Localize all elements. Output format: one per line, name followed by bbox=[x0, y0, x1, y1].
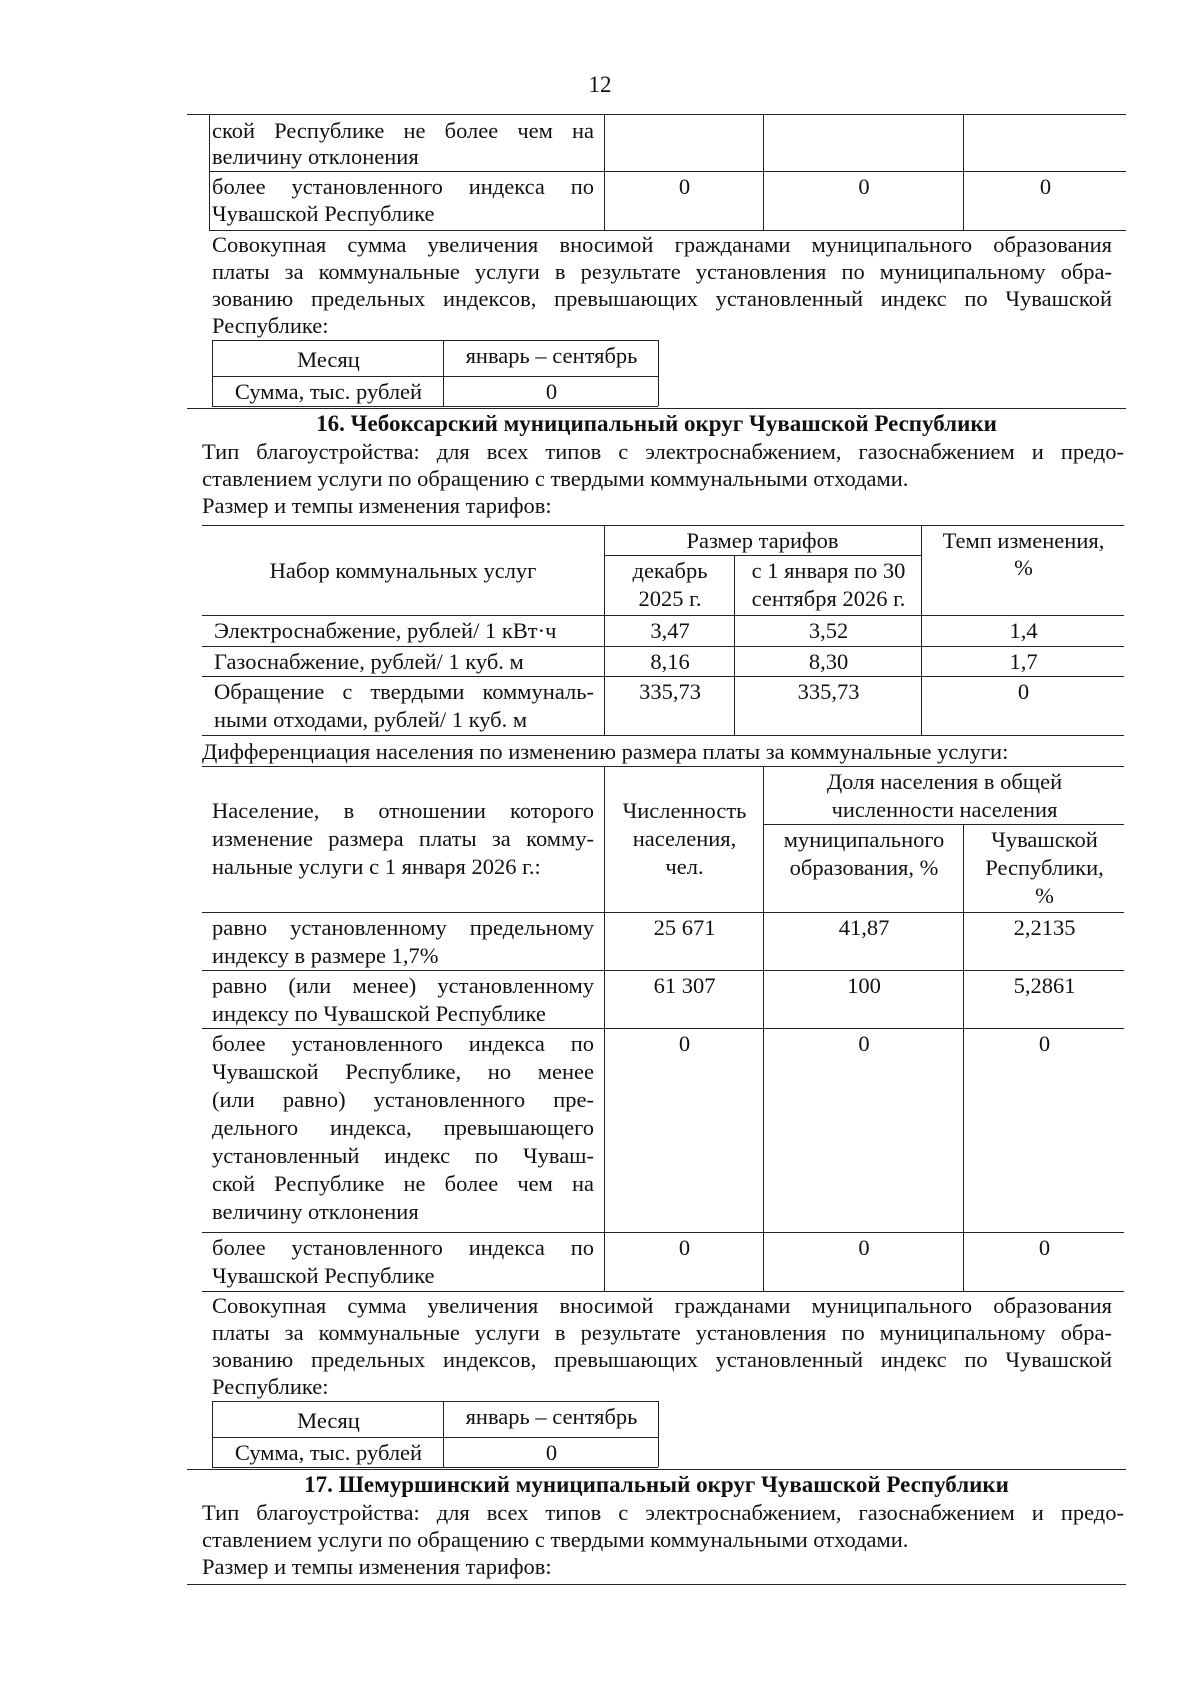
table-row-label: индексу в размере 1,7% bbox=[212, 943, 439, 968]
sum-month-label: Месяц bbox=[297, 347, 360, 372]
note-line: Республике: bbox=[212, 313, 329, 338]
table-row-dec: 8,16 bbox=[650, 649, 690, 674]
note-line: зованию предельных индексов, превышающих установленный индекс по Чувашской bbox=[212, 286, 1112, 311]
col-count-header: Численность bbox=[622, 798, 747, 823]
sum-month-value: январь – сентябрь bbox=[465, 343, 638, 368]
table-row-dec: 3,47 bbox=[650, 618, 690, 643]
table-row-label: установленный индекс по Чуваш- bbox=[212, 1143, 594, 1168]
note-line: Республике: bbox=[212, 1374, 329, 1399]
section-17-title: 17. Шемуршинский муниципальный округ Чувашской Республики bbox=[304, 1472, 1009, 1497]
col-pop-header: Население, в отношении которого bbox=[212, 798, 594, 823]
note-line: платы за коммунальные услуги в результате установления по муниципальному обра- bbox=[212, 259, 1112, 284]
section-16-tariff-caption: Размер и темпы изменения тарифов: bbox=[202, 493, 552, 518]
table-row-service: Электроснабжение, рублей/ 1 кВт·ч bbox=[214, 618, 557, 643]
col-size-header: Размер тарифов bbox=[686, 528, 839, 553]
sum-value: 0 bbox=[545, 379, 558, 404]
table-row-label: более установленного индекса по bbox=[212, 1235, 594, 1260]
col-jan-header: с 1 января по 30 bbox=[751, 558, 906, 583]
note-line: зованию предельных индексов, превышающих установленный индекс по Чувашской bbox=[212, 1347, 1112, 1372]
col-rate-header: Темп изменения, bbox=[942, 528, 1105, 553]
diff-caption: Дифференциация населения по изменению размера платы за коммунальные услуги: bbox=[202, 739, 1009, 764]
table-row-label: индексу по Чувашской Республике bbox=[212, 1001, 546, 1026]
table-row-service: Обращение с твердыми коммуналь- bbox=[214, 679, 594, 704]
sum-value: 0 bbox=[545, 1440, 558, 1465]
page-number: 12 bbox=[588, 72, 612, 97]
section-16-title: 16. Чебоксарский муниципальный округ Чувашской Республики bbox=[316, 411, 997, 436]
col-dec-header: 2025 г. bbox=[638, 586, 702, 611]
table-row-label: ской Республике не более чем на bbox=[212, 1171, 594, 1196]
table-row-rep: 5,2861 bbox=[1013, 973, 1076, 998]
table-row-count: 61 307 bbox=[653, 973, 716, 998]
section-16-type-line-1: Тип благоустройства: для всех типов с электроснабжением, газоснабжением и предо- bbox=[202, 439, 1124, 464]
note-line: Совокупная сумма увеличения вносимой гражданами муниципального образования bbox=[212, 1293, 1112, 1318]
section-16-type-line-2: ставлением услуги по обращению с твердыми коммунальными отходами. bbox=[202, 466, 909, 491]
top-row-a-line-1: ской Республике не более чем на bbox=[212, 118, 594, 143]
col-share-header: Доля населения в общей bbox=[826, 769, 1063, 794]
sum-label: Сумма, тыс. рублей bbox=[234, 1440, 423, 1465]
section-17-type-line-2: ставлением услуги по обращению с твердыми коммунальными отходами. bbox=[202, 1527, 909, 1552]
table-row-label: более установленного индекса по bbox=[212, 1031, 594, 1056]
col-mun-header: образования, % bbox=[789, 855, 939, 880]
table-row-service: Газоснабжение, рублей/ 1 куб. м bbox=[214, 649, 524, 674]
table-row-mun: 100 bbox=[847, 973, 881, 998]
table-row-label: Чувашской Республике, но менее bbox=[212, 1059, 594, 1084]
col-pop-header: нальные услуги с 1 января 2026 г.: bbox=[212, 854, 541, 879]
section-17-tariff-caption: Размер и темпы изменения тарифов: bbox=[202, 1554, 552, 1579]
col-count-header: чел. bbox=[665, 854, 704, 879]
table-row-count: 0 bbox=[678, 1235, 691, 1260]
table-row-mun: 0 bbox=[858, 1235, 870, 1260]
col-rep-header: Республики, bbox=[985, 855, 1104, 880]
table-row-service: ными отходами, рублей/ 1 куб. м bbox=[214, 707, 528, 732]
col-service-header: Набор коммунальных услуг bbox=[269, 558, 537, 583]
table-row-rate: 0 bbox=[1017, 679, 1030, 704]
table-row-dec: 335,73 bbox=[639, 679, 701, 704]
table-row-mun: 41,87 bbox=[838, 915, 890, 940]
table-row-label: Чувашской Республике bbox=[212, 1263, 435, 1288]
table-row-rate: 1,7 bbox=[1009, 649, 1038, 674]
table-row-rep: 0 bbox=[1038, 1235, 1051, 1260]
col-count-header: населения, bbox=[632, 826, 737, 851]
table-row-jan: 3,52 bbox=[808, 618, 849, 643]
table-row-mun: 0 bbox=[858, 1031, 870, 1056]
sum-month-label: Месяц bbox=[297, 1408, 360, 1433]
col-rate-header: % bbox=[1014, 555, 1033, 580]
table-row-rate: 1,4 bbox=[1009, 618, 1038, 643]
col-dec-header: декабрь bbox=[632, 558, 708, 583]
top-row-b-value: 0 bbox=[858, 174, 870, 199]
table-row-count: 0 bbox=[678, 1031, 691, 1056]
col-mun-header: муниципального bbox=[783, 827, 945, 852]
top-row-b-line-1: более установленного индекса по bbox=[212, 174, 594, 199]
top-row-b-value: 0 bbox=[678, 174, 691, 199]
top-row-b-line-2: Чувашской Республике bbox=[212, 201, 435, 226]
table-row-label: (или равно) установленного пре- bbox=[212, 1087, 594, 1112]
table-row-label: равно (или менее) установленному bbox=[212, 973, 594, 998]
top-row-b-value: 0 bbox=[1039, 174, 1052, 199]
table-row-rep: 0 bbox=[1038, 1031, 1051, 1056]
table-row-label: величину отклонения bbox=[212, 1199, 419, 1224]
top-row-a-line-2: величину отклонения bbox=[212, 144, 419, 169]
col-share-header: численности населения bbox=[831, 797, 1058, 822]
sum-month-value: январь – сентябрь bbox=[465, 1404, 638, 1429]
note-line: Совокупная сумма увеличения вносимой гражданами муниципального образования bbox=[212, 232, 1112, 257]
table-row-jan: 335,73 bbox=[797, 679, 860, 704]
section-17-type-line-1: Тип благоустройства: для всех типов с электроснабжением, газоснабжением и предо- bbox=[202, 1500, 1124, 1525]
table-row-rep: 2,2135 bbox=[1013, 915, 1076, 940]
col-jan-header: сентября 2026 г. bbox=[751, 586, 906, 611]
col-rep-header: % bbox=[1035, 883, 1054, 908]
table-row-label: дельного индекса, превышающего bbox=[212, 1115, 594, 1140]
note-line: платы за коммунальные услуги в результате установления по муниципальному обра- bbox=[212, 1320, 1112, 1345]
col-pop-header: изменение размера платы за комму- bbox=[212, 826, 594, 851]
col-rep-header: Чувашской bbox=[991, 827, 1098, 852]
table-row-jan: 8,30 bbox=[808, 649, 849, 674]
sum-label: Сумма, тыс. рублей bbox=[234, 379, 423, 404]
table-row-label: равно установленному предельному bbox=[212, 915, 594, 940]
table-row-count: 25 671 bbox=[653, 915, 716, 940]
